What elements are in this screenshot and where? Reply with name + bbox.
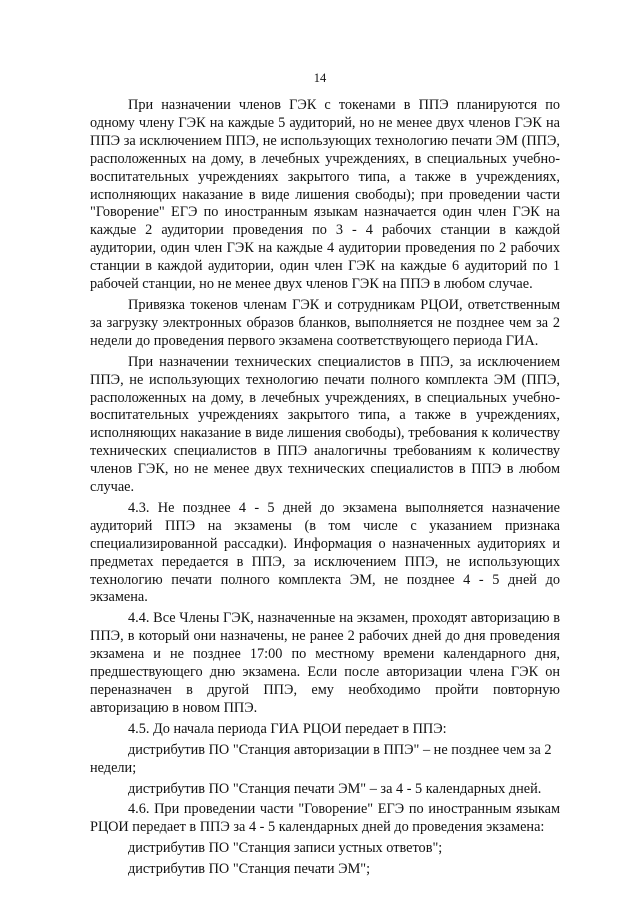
paragraph-tech-specialists: При назначении технических специалистов в ППЭ, за исключением ППЭ, не использующих технологию печати полного комплекта ЭМ (ППЭ, расположенных на дому, в лечебных учреждениях, в специальных учебно-воспитательных учреждениях закрытого типа, а также в учреждениях, исполняющих наказание в виде лишения свободы), требования к количеству технических специалистов в ППЭ аналогичны требованиям к количеству членов ГЭК, но не менее двух технических специалистов в ППЭ в любом случае. xyxy=(90,353,560,496)
paragraph-4-6: 4.6. При проведении части "Говорение" ЕГЭ по иностранным языкам РЦОИ передает в ППЭ за 4 - 5 календарных дней до проведения экзамена: xyxy=(90,801,560,836)
paragraph-4-5: 4.5. До начала периода ГИА РЦОИ передает в ППЭ: xyxy=(128,720,447,737)
list-item-print-station-2: дистрибутив ПО "Станция печати ЭМ"; xyxy=(128,861,371,878)
list-item-auth-station: дистрибутив ПО "Станция авторизации в ППЭ" – не позднее чем за 2 недели; xyxy=(90,741,552,776)
list-item-oral-station: дистрибутив ПО "Станция записи устных ответов"; xyxy=(128,840,443,857)
paragraph-gek-tokens: При назначении членов ГЭК с токенами в ППЭ планируются по одному члену ГЭК на каждые 5 аудиторий, но не менее двух членов ГЭК на ППЭ за исключением ППЭ, не использующих технологию печати ЭМ (ППЭ, расположенных на дому, в лечебных учреждениях, в специальных учебно-воспитательных учреждениях закрытого типа, а также в учреждениях, исполняющих наказание в виде лишения свободы); при проведении части "Говорение" ЕГЭ по иностранным языкам назначается один член ГЭК на каждые 2 аудитории проведения по 3 - 4 рабочих станции в каждой аудитории, один член ГЭК на каждые 4 аудитории проведения по 2 рабочих станции в каждой аудитории, один член ГЭК на каждые 6 аудиторий по 1 рабочей станции, но не менее двух членов ГЭК на ППЭ в любом случае. xyxy=(90,97,560,293)
paragraph-token-binding: Привязка токенов членам ГЭК и сотрудникам РЦОИ, ответственным за загрузку электронных образов бланков, выполняется не позднее чем за 2 недели до проведения первого экзамена соответствующего периода ГИА. xyxy=(90,296,560,349)
list-item-print-station: дистрибутив ПО "Станция печати ЭМ" – за 4 - 5 календарных дней. xyxy=(128,780,542,797)
paragraph-4-4: 4.4. Все Члены ГЭК, назначенные на экзамен, проходят авторизацию в ППЭ, в который они назначены, не ранее 2 рабочих дней до дня проведения экзамена и не позднее 17:00 по местному времени календарного дня, предшествующего дню экзамена. Если после авторизации члена ГЭК он переназначен в другой ППЭ, ему необходимо пройти повторную авторизацию в новом ППЭ. xyxy=(90,610,560,716)
page-number: 14 xyxy=(313,71,327,85)
paragraph-4-3: 4.3. Не позднее 4 - 5 дней до экзамена выполняется назначение аудиторий ППЭ на экзамены (в том числе с указанием признака специализированной рассадки). Информация о назначенных аудиториях и предметах передается в ППЭ, за исключением ППЭ, не использующих технологию печати полного комплекта ЭМ, не позднее 4 - 5 дней до экзамена. xyxy=(90,499,560,606)
document-body xyxy=(90,97,560,879)
